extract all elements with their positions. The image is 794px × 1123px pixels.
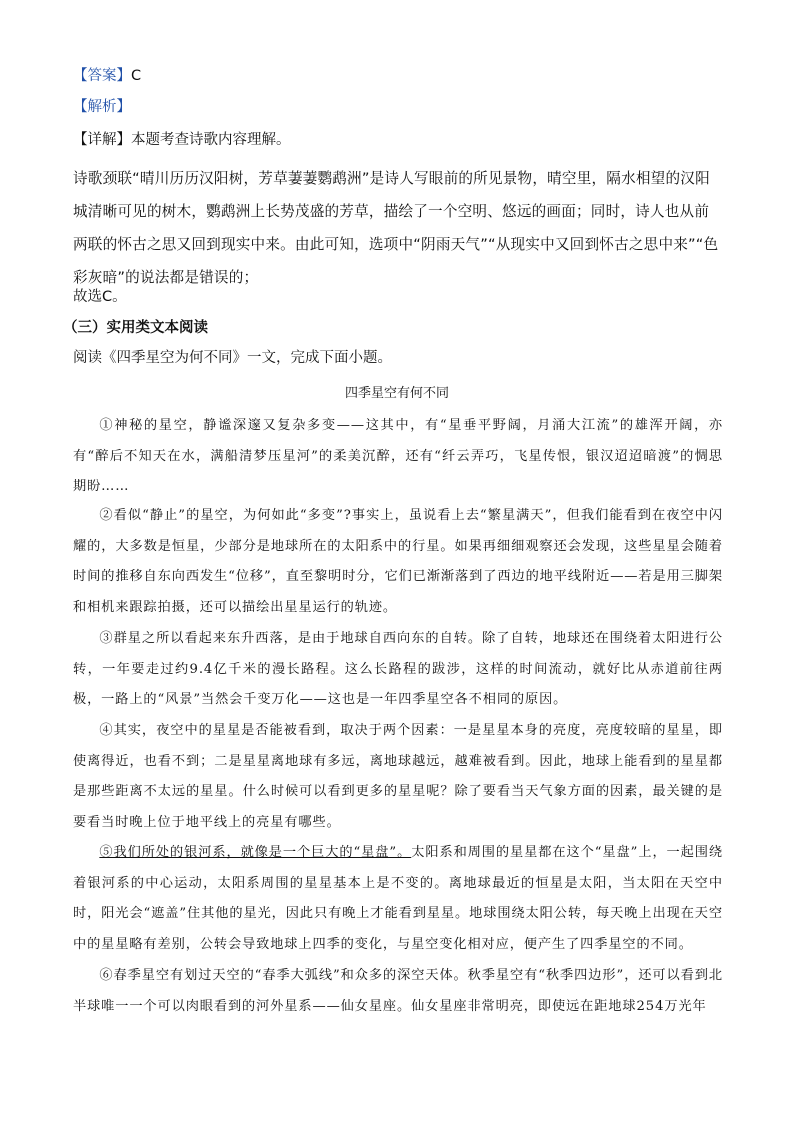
answer-label: 【答案】 — [73, 68, 131, 84]
answer-line — [73, 66, 723, 86]
analysis-label: 【解析】 — [73, 99, 131, 115]
analysis-line — [73, 97, 723, 117]
article-paragraph-2: ②看似“静止”的星空，为何如此“多变”?事实上，虽说看上去“繁星满天”，但我们能看到在夜空中闪耀的，大多数是恒星，少部分是地球所在的太阳系中的行星。如果再细细观察还会发现，这些星星会随着时间的推移自东向西发生“位移”，直至黎明时分，它们已渐渐落到了西边的地平线附近——若是用三脚架和相机来跟踪拍摄，还可以描绘出星星运行的轨迹。 — [73, 508, 723, 615]
article-paragraph-3: ③群星之所以看起来东升西落，是由于地球自西向东的自转。除了自转，地球还在围绕着太阳进行公转，一年要走过约9.4亿千米的漫长路程。这么长路程的跋涉，这样的时间流动，就好比从赤道前往两极，一路上的“风景”当然会千变万化——这也是一年四季星空各不相同的原因。 — [73, 631, 723, 707]
answer-value: C — [131, 68, 142, 84]
detail-label: 【详解】 — [73, 132, 131, 148]
article-paragraph-1: ①神秘的星空，静谧深邃又复杂多变——这其中，有“星垂平野阔，月涌大江流”的雄浑开阔，亦有“醉后不知天在水，满船清梦压星河”的柔美沉醉，还有“纤云弄巧，飞星传恨，银汉迢迢暗渡”的惆思期盼…… — [73, 418, 723, 494]
article-title: 四季星空有何不同 — [344, 386, 449, 401]
article-paragraph-5 — [73, 838, 723, 960]
section-heading: （三）实用类文本阅读 — [63, 320, 208, 336]
detail-line — [73, 130, 723, 150]
detail-text: 本题考查诗歌内容理解。 — [131, 132, 291, 148]
instruction-text: 阅读《四季星空为何不同》一文，完成下面小题。 — [73, 350, 392, 366]
explanation-text: 诗歌颈联“晴川历历汉阳树，芳草萋萋鹦鹉洲”是诗人写眼前的所见景物，晴空里，隔水相望的汉阳城清晰可见的树木，鹦鹉洲上长势茂盛的芳草，描绘了一个空明、悠远的画面；同时，诗人也从前两联的怀古之思又回到现实中来。由此可知，选项中“阴雨天气”“从现实中又回到怀古之思中来”“色彩灰暗”的说法都是错误的； — [73, 170, 719, 286]
article-paragraph-6: ⑥春季星空有划过天空的“春季大弧线”和众多的深空天体。秋季星空有“秋季四边形”，还可以看到北半球唯一一个可以肉眼看到的河外星系——仙女星座。仙女星座非常明亮，即使远在距地球254万光年 — [73, 968, 723, 1014]
conclusion-text: 故选C。 — [73, 289, 127, 305]
article-paragraph-4: ④其实，夜空中的星星是否能被看到，取决于两个因素：一是星星本身的亮度，亮度较暗的星星，即使离得近，也看不到；二是星星离地球有多远，离地球越远，越难被看到。因此，地球上能看到的星星都是那些距离不太远的星星。什么时候可以看到更多的星星呢？除了要看当天气象方面的因素，最关键的是要看当时晚上位于地平线上的亮星有哪些。 — [73, 723, 723, 830]
underlined-sentence: ⑤我们所处的银河系，就像是一个巨大的“星盘”。 — [99, 845, 412, 860]
paragraph-5-rest: 太阳系和周围的星星都在这个“星盘”上，一起围绕着银河系的中心运动，太阳系周围的星星基本上是不变的。离地球最近的恒星是太阳，当太阳在天空中时，阳光会“遮盖”住其他的星光，因此只有晚上才能看到星星。地球围绕太阳公转，每天晚上出现在天空中的星星略有差别，公转会导致地球上四季的变化，与星空变化相对应，便产生了四季星空的不同。 — [73, 845, 724, 952]
